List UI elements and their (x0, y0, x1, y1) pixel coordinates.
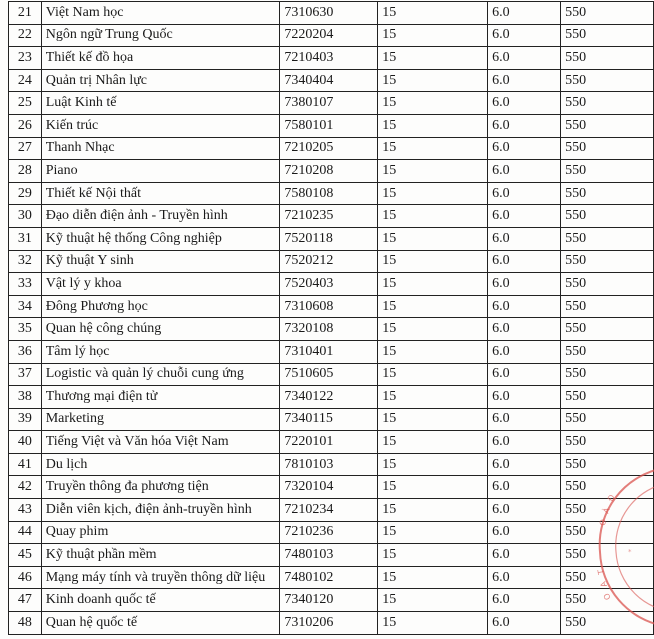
program-name-cell: Kỹ thuật Y sinh (41, 250, 280, 273)
value-c-cell: 550 (561, 295, 654, 318)
program-code-cell: 7580101 (280, 114, 378, 137)
value-b-cell: 6.0 (488, 544, 561, 567)
value-c-cell: 550 (561, 453, 654, 476)
value-c-cell: 550 (561, 160, 654, 183)
value-a-cell: 15 (378, 566, 488, 589)
program-name-cell: Du lịch (41, 453, 280, 476)
table-row (9, 160, 654, 183)
program-name-cell: Đạo diễn điện ảnh - Truyền hình (41, 205, 280, 228)
table-row (9, 205, 654, 228)
program-name-cell: Mạng máy tính và truyền thông dữ liệu (41, 566, 280, 589)
row-number-cell: 28 (9, 160, 42, 183)
value-a-cell: 15 (378, 69, 488, 92)
program-name-cell: Thiết kế đồ họa (41, 47, 280, 70)
program-code-cell: 7520212 (280, 250, 378, 273)
row-number-cell: 38 (9, 386, 42, 409)
value-c-cell: 550 (561, 227, 654, 250)
value-b-cell: 6.0 (488, 566, 561, 589)
program-name-cell: Truyền thông đa phương tiện (41, 476, 280, 499)
program-name-cell: Logistic và quản lý chuỗi cung ứng (41, 363, 280, 386)
value-b-cell: 6.0 (488, 114, 561, 137)
program-code-cell: 7210236 (280, 521, 378, 544)
value-a-cell: 15 (378, 544, 488, 567)
value-b-cell: 6.0 (488, 363, 561, 386)
program-code-cell: 7340404 (280, 69, 378, 92)
table-row (9, 363, 654, 386)
value-a-cell: 15 (378, 250, 488, 273)
program-name-cell: Thương mại điện tử (41, 386, 280, 409)
admission-table (8, 1, 654, 635)
table-row (9, 182, 654, 205)
value-c-cell: 550 (561, 431, 654, 454)
value-c-cell: 550 (561, 137, 654, 160)
program-code-cell: 7320104 (280, 476, 378, 499)
svg-text:O: O (598, 518, 609, 527)
value-b-cell: 6.0 (488, 250, 561, 273)
value-c-cell: 550 (561, 566, 654, 589)
value-a-cell: 15 (378, 363, 488, 386)
row-number-cell: 36 (9, 340, 42, 363)
value-b-cell: 6.0 (488, 24, 561, 47)
row-number-cell: 31 (9, 227, 42, 250)
row-number-cell: 46 (9, 566, 42, 589)
program-code-cell: 7310401 (280, 340, 378, 363)
value-c-cell: 550 (561, 2, 654, 25)
table-body (9, 2, 654, 635)
row-number-cell: 30 (9, 205, 42, 228)
value-b-cell: 6.0 (488, 47, 561, 70)
table-row (9, 521, 654, 544)
value-b-cell: 6.0 (488, 92, 561, 115)
program-code-cell: 7310630 (280, 2, 378, 25)
value-b-cell: 6.0 (488, 69, 561, 92)
value-b-cell: 6.0 (488, 612, 561, 635)
value-a-cell: 15 (378, 521, 488, 544)
table-row (9, 114, 654, 137)
program-code-cell: 7340115 (280, 408, 378, 431)
value-b-cell: 6.0 (488, 182, 561, 205)
value-a-cell: 15 (378, 47, 488, 70)
program-code-cell: 7480103 (280, 544, 378, 567)
svg-text:Đ: Đ (605, 493, 617, 503)
row-number-cell: 21 (9, 2, 42, 25)
row-number-cell: 43 (9, 499, 42, 522)
row-number-cell: 47 (9, 589, 42, 612)
program-name-cell: Diễn viên kịch, điện ảnh-truyền hình (41, 499, 280, 522)
value-c-cell: 550 (561, 114, 654, 137)
value-c-cell: 550 (561, 408, 654, 431)
program-name-cell: Luật Kinh tế (41, 92, 280, 115)
program-code-cell: 7340122 (280, 386, 378, 409)
value-c-cell: 550 (561, 521, 654, 544)
row-number-cell: 24 (9, 69, 42, 92)
program-name-cell: Vật lý y khoa (41, 273, 280, 296)
value-b-cell: 6.0 (488, 295, 561, 318)
program-name-cell: Piano (41, 160, 280, 183)
value-c-cell: 550 (561, 69, 654, 92)
value-c-cell: 550 (561, 24, 654, 47)
value-a-cell: 15 (378, 2, 488, 25)
value-a-cell: 15 (378, 431, 488, 454)
program-name-cell: Quan hệ công chúng (41, 318, 280, 341)
row-number-cell: 37 (9, 363, 42, 386)
program-name-cell: Quản trị Nhân lực (41, 69, 280, 92)
row-number-cell: 33 (9, 273, 42, 296)
table-row (9, 318, 654, 341)
value-a-cell: 15 (378, 476, 488, 499)
svg-text:À: À (601, 506, 612, 515)
program-code-cell: 7380107 (280, 92, 378, 115)
value-c-cell: 550 (561, 589, 654, 612)
value-a-cell: 15 (378, 114, 488, 137)
value-a-cell: 15 (378, 137, 488, 160)
program-name-cell: Kỹ thuật hệ thống Công nghiệp (41, 227, 280, 250)
program-code-cell: 7310206 (280, 612, 378, 635)
value-b-cell: 6.0 (488, 499, 561, 522)
table-row (9, 137, 654, 160)
row-number-cell: 29 (9, 182, 42, 205)
program-name-cell: Marketing (41, 408, 280, 431)
program-code-cell: 7210403 (280, 47, 378, 70)
value-b-cell: 6.0 (488, 589, 561, 612)
table-row (9, 69, 654, 92)
program-code-cell: 7210208 (280, 160, 378, 183)
row-number-cell: 27 (9, 137, 42, 160)
row-number-cell: 45 (9, 544, 42, 567)
program-code-cell: 7520403 (280, 273, 378, 296)
program-code-cell: 7480102 (280, 566, 378, 589)
value-b-cell: 6.0 (488, 408, 561, 431)
value-b-cell: 6.0 (488, 273, 561, 296)
value-b-cell: 6.0 (488, 340, 561, 363)
table-row (9, 386, 654, 409)
row-number-cell: 48 (9, 612, 42, 635)
value-b-cell: 6.0 (488, 160, 561, 183)
value-c-cell: 550 (561, 612, 654, 635)
table-row (9, 273, 654, 296)
program-name-cell: Kiến trúc (41, 114, 280, 137)
value-c-cell: 550 (561, 386, 654, 409)
program-code-cell: 7320108 (280, 318, 378, 341)
value-c-cell: 550 (561, 499, 654, 522)
program-code-cell: 7310608 (280, 295, 378, 318)
value-a-cell: 15 (378, 205, 488, 228)
table-row (9, 499, 654, 522)
value-b-cell: 6.0 (488, 137, 561, 160)
value-a-cell: 15 (378, 408, 488, 431)
value-a-cell: 15 (378, 612, 488, 635)
value-a-cell: 15 (378, 340, 488, 363)
value-c-cell: 550 (561, 250, 654, 273)
table-row (9, 295, 654, 318)
value-c-cell: 550 (561, 273, 654, 296)
table-row (9, 431, 654, 454)
table-row (9, 408, 654, 431)
program-name-cell: Đông Phương học (41, 295, 280, 318)
program-name-cell: Quay phim (41, 521, 280, 544)
value-a-cell: 15 (378, 295, 488, 318)
value-c-cell: 550 (561, 544, 654, 567)
row-number-cell: 34 (9, 295, 42, 318)
value-a-cell: 15 (378, 160, 488, 183)
value-c-cell: 550 (561, 476, 654, 499)
table-row (9, 227, 654, 250)
value-b-cell: 6.0 (488, 431, 561, 454)
row-number-cell: 41 (9, 453, 42, 476)
table-row (9, 24, 654, 47)
value-a-cell: 15 (378, 24, 488, 47)
table-row (9, 566, 654, 589)
value-c-cell: 550 (561, 363, 654, 386)
value-a-cell: 15 (378, 589, 488, 612)
program-name-cell: Kinh doanh quốc tế (41, 589, 280, 612)
table-row (9, 453, 654, 476)
program-code-cell: 7210205 (280, 137, 378, 160)
program-code-cell: 7510605 (280, 363, 378, 386)
row-number-cell: 40 (9, 431, 42, 454)
value-b-cell: 6.0 (488, 386, 561, 409)
row-number-cell: 39 (9, 408, 42, 431)
row-number-cell: 25 (9, 92, 42, 115)
row-number-cell: 26 (9, 114, 42, 137)
row-number-cell: 35 (9, 318, 42, 341)
row-number-cell: 22 (9, 24, 42, 47)
value-b-cell: 6.0 (488, 227, 561, 250)
value-c-cell: 550 (561, 47, 654, 70)
program-name-cell: Tiếng Việt và Văn hóa Việt Nam (41, 431, 280, 454)
program-name-cell: Thiết kế Nội thất (41, 182, 280, 205)
value-b-cell: 6.0 (488, 2, 561, 25)
table-row (9, 47, 654, 70)
program-code-cell: 7340120 (280, 589, 378, 612)
program-name-cell: Việt Nam học (41, 2, 280, 25)
program-name-cell: Kỹ thuật phần mềm (41, 544, 280, 567)
value-b-cell: 6.0 (488, 318, 561, 341)
program-code-cell: 7220101 (280, 431, 378, 454)
program-name-cell: Quan hệ quốc tế (41, 612, 280, 635)
program-name-cell: Thanh Nhạc (41, 137, 280, 160)
table-row (9, 544, 654, 567)
row-number-cell: 23 (9, 47, 42, 70)
value-c-cell: 550 (561, 318, 654, 341)
value-a-cell: 15 (378, 499, 488, 522)
value-a-cell: 15 (378, 227, 488, 250)
svg-text:O: O (601, 591, 613, 602)
value-b-cell: 6.0 (488, 205, 561, 228)
value-a-cell: 15 (378, 273, 488, 296)
row-number-cell: 44 (9, 521, 42, 544)
value-c-cell: 550 (561, 205, 654, 228)
table-row (9, 612, 654, 635)
value-a-cell: 15 (378, 92, 488, 115)
table-row (9, 2, 654, 25)
value-c-cell: 550 (561, 340, 654, 363)
table-row (9, 589, 654, 612)
program-code-cell: 7210235 (280, 205, 378, 228)
row-number-cell: 32 (9, 250, 42, 273)
program-name-cell: Tâm lý học (41, 340, 280, 363)
value-a-cell: 15 (378, 453, 488, 476)
value-b-cell: 6.0 (488, 453, 561, 476)
table-row (9, 92, 654, 115)
program-code-cell: 7210234 (280, 499, 378, 522)
value-a-cell: 15 (378, 182, 488, 205)
value-c-cell: 550 (561, 182, 654, 205)
svg-text:*: * (628, 548, 632, 556)
table-row (9, 250, 654, 273)
program-name-cell: Ngôn ngữ Trung Quốc (41, 24, 280, 47)
value-b-cell: 6.0 (488, 476, 561, 499)
value-c-cell: 550 (561, 92, 654, 115)
program-code-cell: 7220204 (280, 24, 378, 47)
program-code-cell: 7580108 (280, 182, 378, 205)
svg-text:A: A (598, 580, 609, 589)
value-b-cell: 6.0 (488, 521, 561, 544)
value-a-cell: 15 (378, 318, 488, 341)
table-row (9, 340, 654, 363)
row-number-cell: 42 (9, 476, 42, 499)
value-a-cell: 15 (378, 386, 488, 409)
table-row (9, 476, 654, 499)
program-code-cell: 7810103 (280, 453, 378, 476)
program-code-cell: 7520118 (280, 227, 378, 250)
svg-text:T: T (596, 568, 606, 576)
